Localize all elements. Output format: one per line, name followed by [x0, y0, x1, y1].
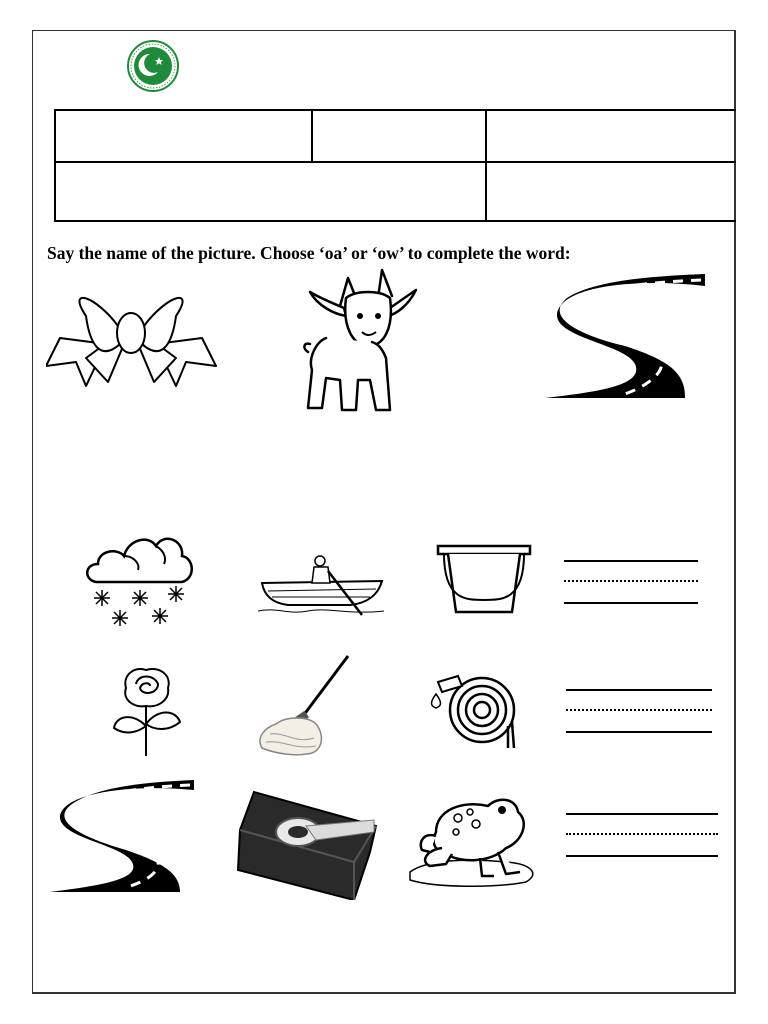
goat-icon [300, 268, 418, 414]
student-info-table [54, 109, 736, 222]
rowing-boat-icon [258, 555, 388, 625]
road-icon [545, 272, 705, 400]
tape-dispenser-icon [236, 790, 382, 900]
road-icon [50, 778, 194, 894]
table-row-divider [56, 161, 736, 163]
frog-icon [406, 792, 540, 888]
answer-lines[interactable] [564, 560, 698, 606]
table-cell-divider [311, 111, 313, 161]
bucket-icon [436, 540, 532, 616]
school-logo [125, 40, 181, 92]
table-cell-divider [485, 111, 487, 222]
answer-lines[interactable] [566, 813, 718, 859]
hose-icon [428, 672, 520, 752]
snow-cloud-icon [84, 530, 194, 630]
mop-icon [256, 654, 352, 758]
answer-lines[interactable] [566, 689, 712, 735]
instruction-text: Say the name of the picture. Choose ‘oa’ or ‘ow’ to complete the word: [47, 243, 571, 263]
bow-icon [46, 286, 218, 398]
rose-icon [112, 666, 182, 758]
